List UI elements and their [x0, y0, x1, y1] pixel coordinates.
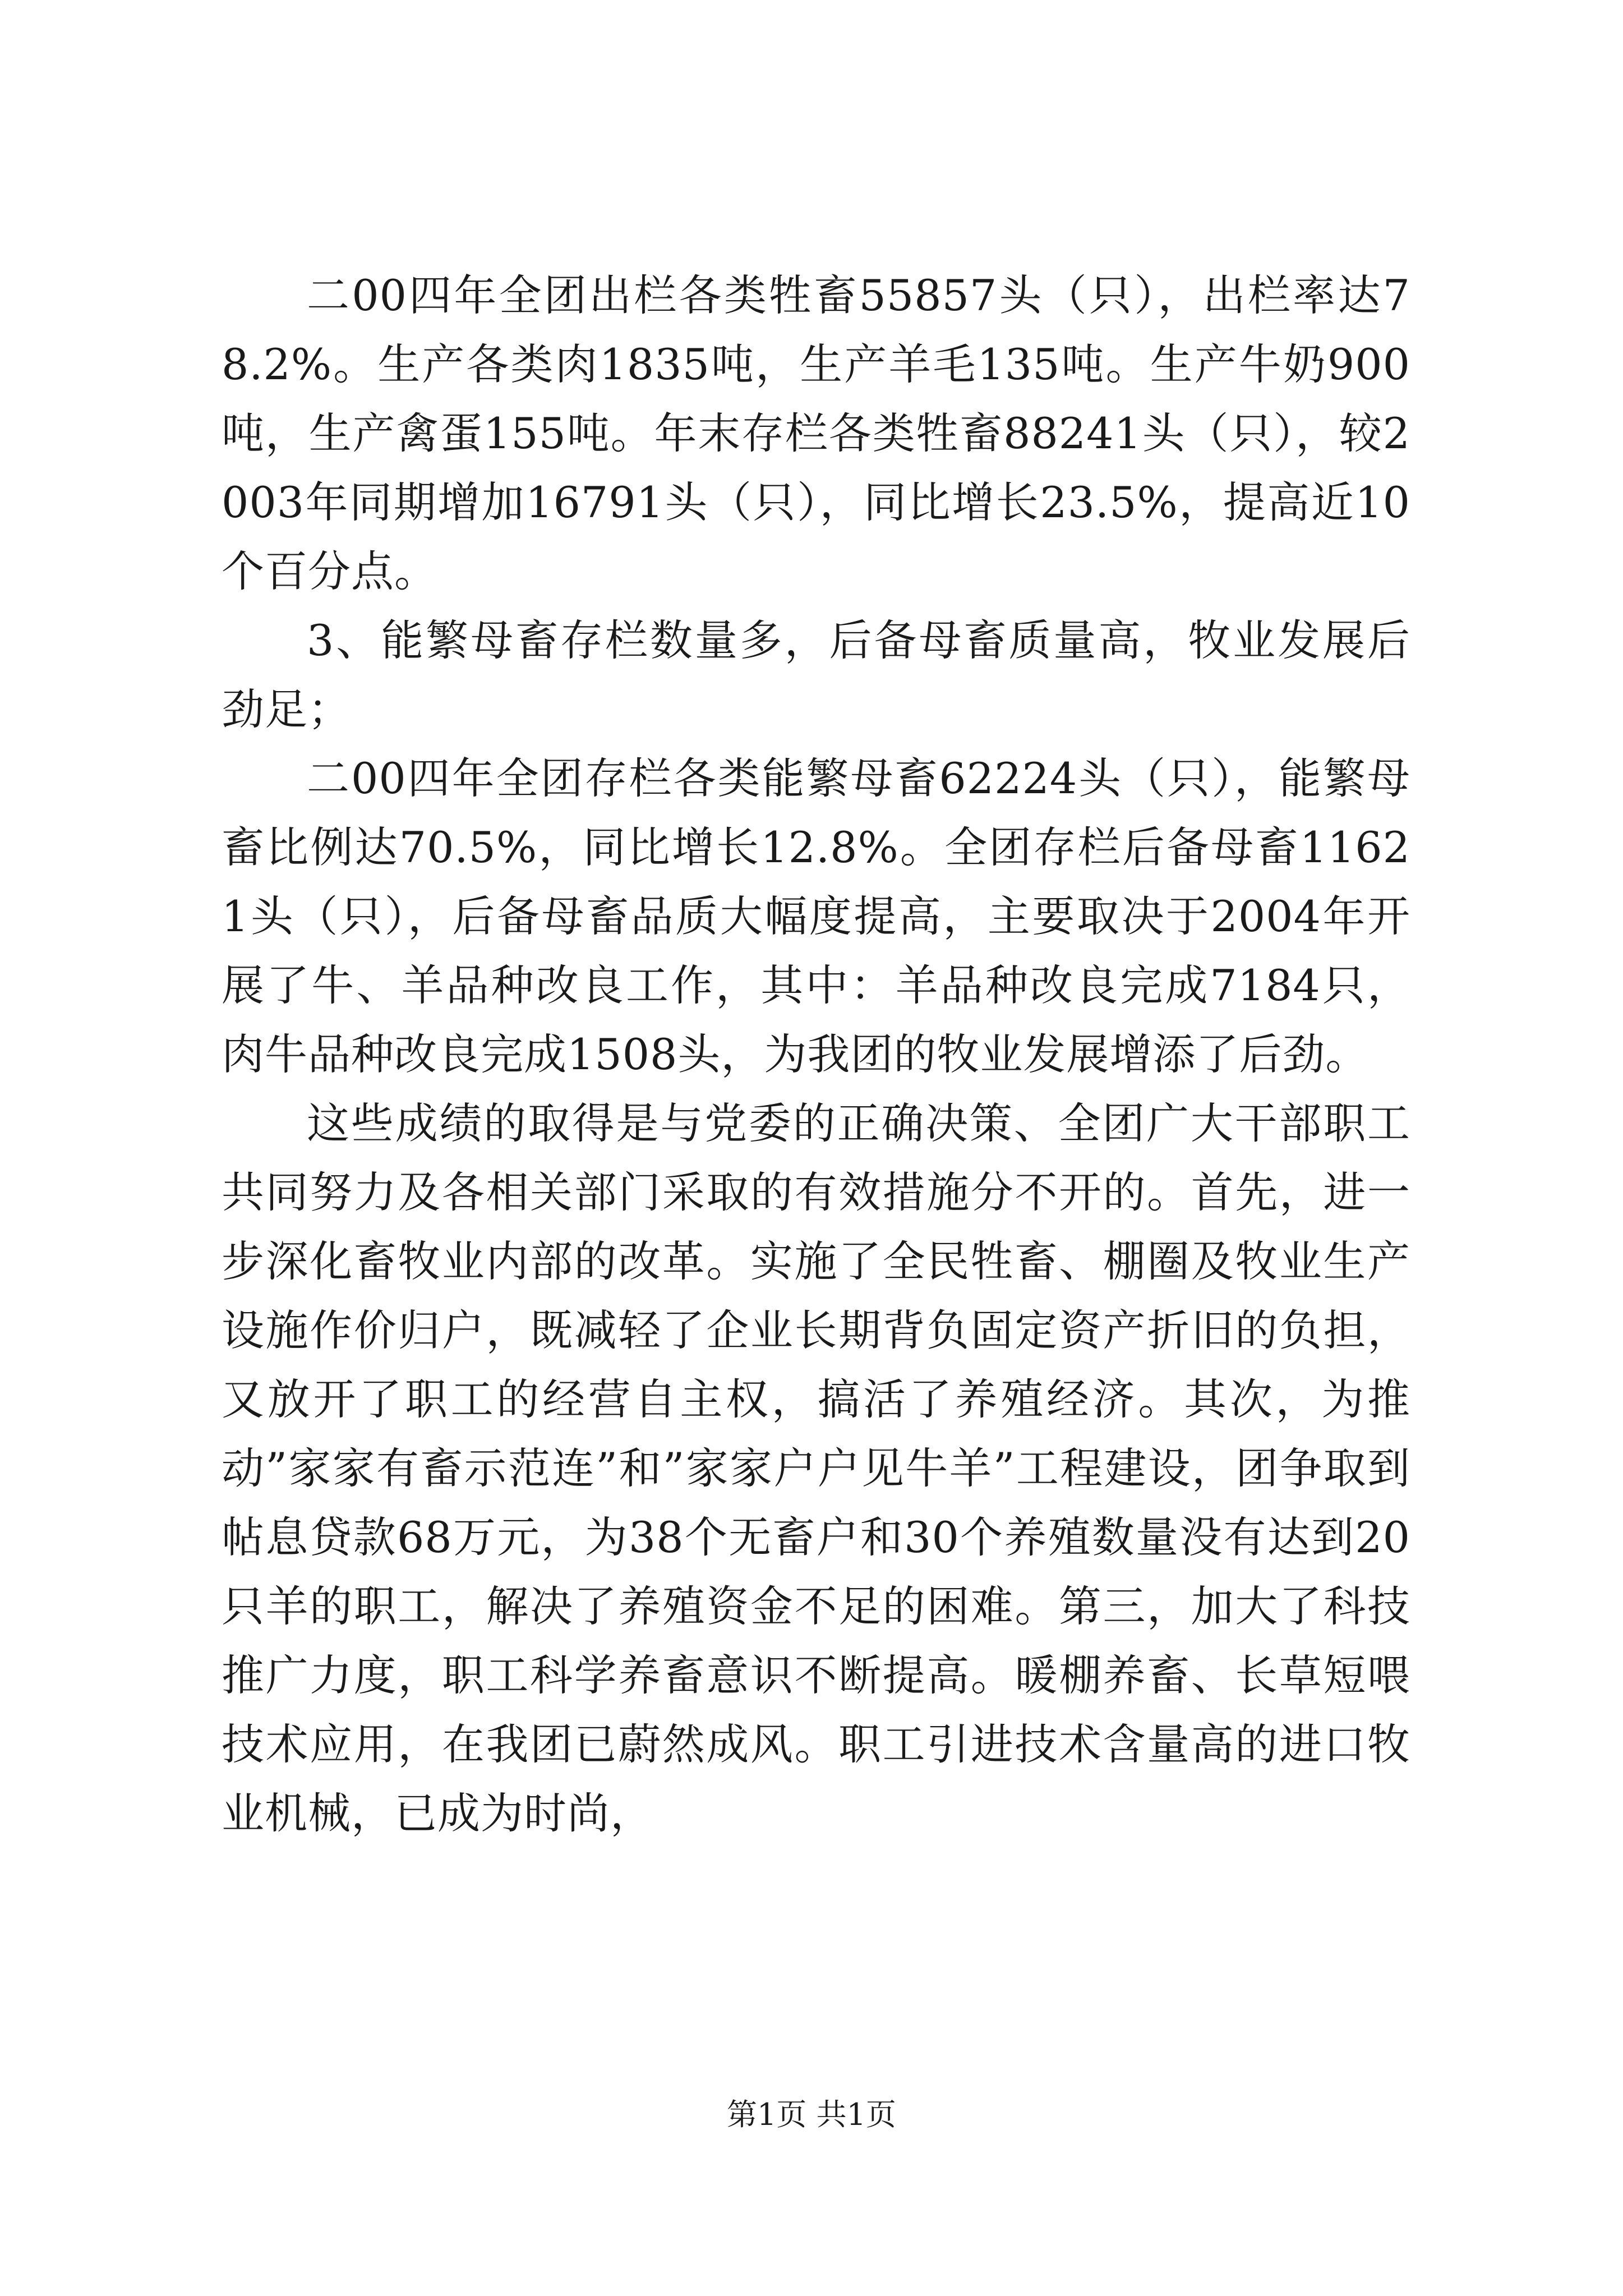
- paragraph-heading-breeding-stock: 3、能繁母畜存栏数量多，后备母畜质量高，牧业发展后劲足；: [222, 615, 1410, 734]
- page-number-footer: 第1页 共1页: [727, 2097, 896, 2132]
- document-body: [222, 261, 1410, 1848]
- paragraph-breeding-stock: 二00四年全团存栏各类能繁母畜62224头（只），能繁母畜比例达70.5%，同比增长12.8%。全团存栏后备母畜11621头（只），后备母畜品质大幅度提高，主要取决于2004年开展了牛、羊品种改良工作，其中：羊品种改良完成7184只，肉牛品种改良完成1508头，为我团的牧业发展增添了后劲。: [222, 753, 1410, 1079]
- paragraph-livestock-output: 二00四年全团出栏各类牲畜55857头（只），出栏率达78.2%。生产各类肉1835吨，生产羊毛135吨。生产牛奶900吨，生产禽蛋155吨。年末存栏各类牲畜88241头（只），较2003年同期增加16791头（只），同比增长23.5%，提高近10个百分点。: [222, 270, 1410, 596]
- paragraph-achievements: 这些成绩的取得是与党委的正确决策、全团广大干部职工共同努力及各相关部门采取的有效措施分不开的。首先，进一步深化畜牧业内部的改革。实施了全民牲畜、棚圈及牧业生产设施作价归户，既减轻了企业长期背负固定资产折旧的负担，又放开了职工的经营自主权，搞活了养殖经济。其次，为推动”家家有畜示范连”和”家家户户见牛羊”工程建设，团争取到帖息贷款68万元，为38个无畜户和30个养殖数量没有达到20只羊的职工，解决了养殖资金不足的困难。第三，加大了科技推广力度，职工科学养畜意识不断提高。暖棚养畜、长草短喂技术应用，在我团已蔚然成风。职工引进技术含量高的进口牧业机械，已成为时尚，: [222, 1098, 1410, 1838]
